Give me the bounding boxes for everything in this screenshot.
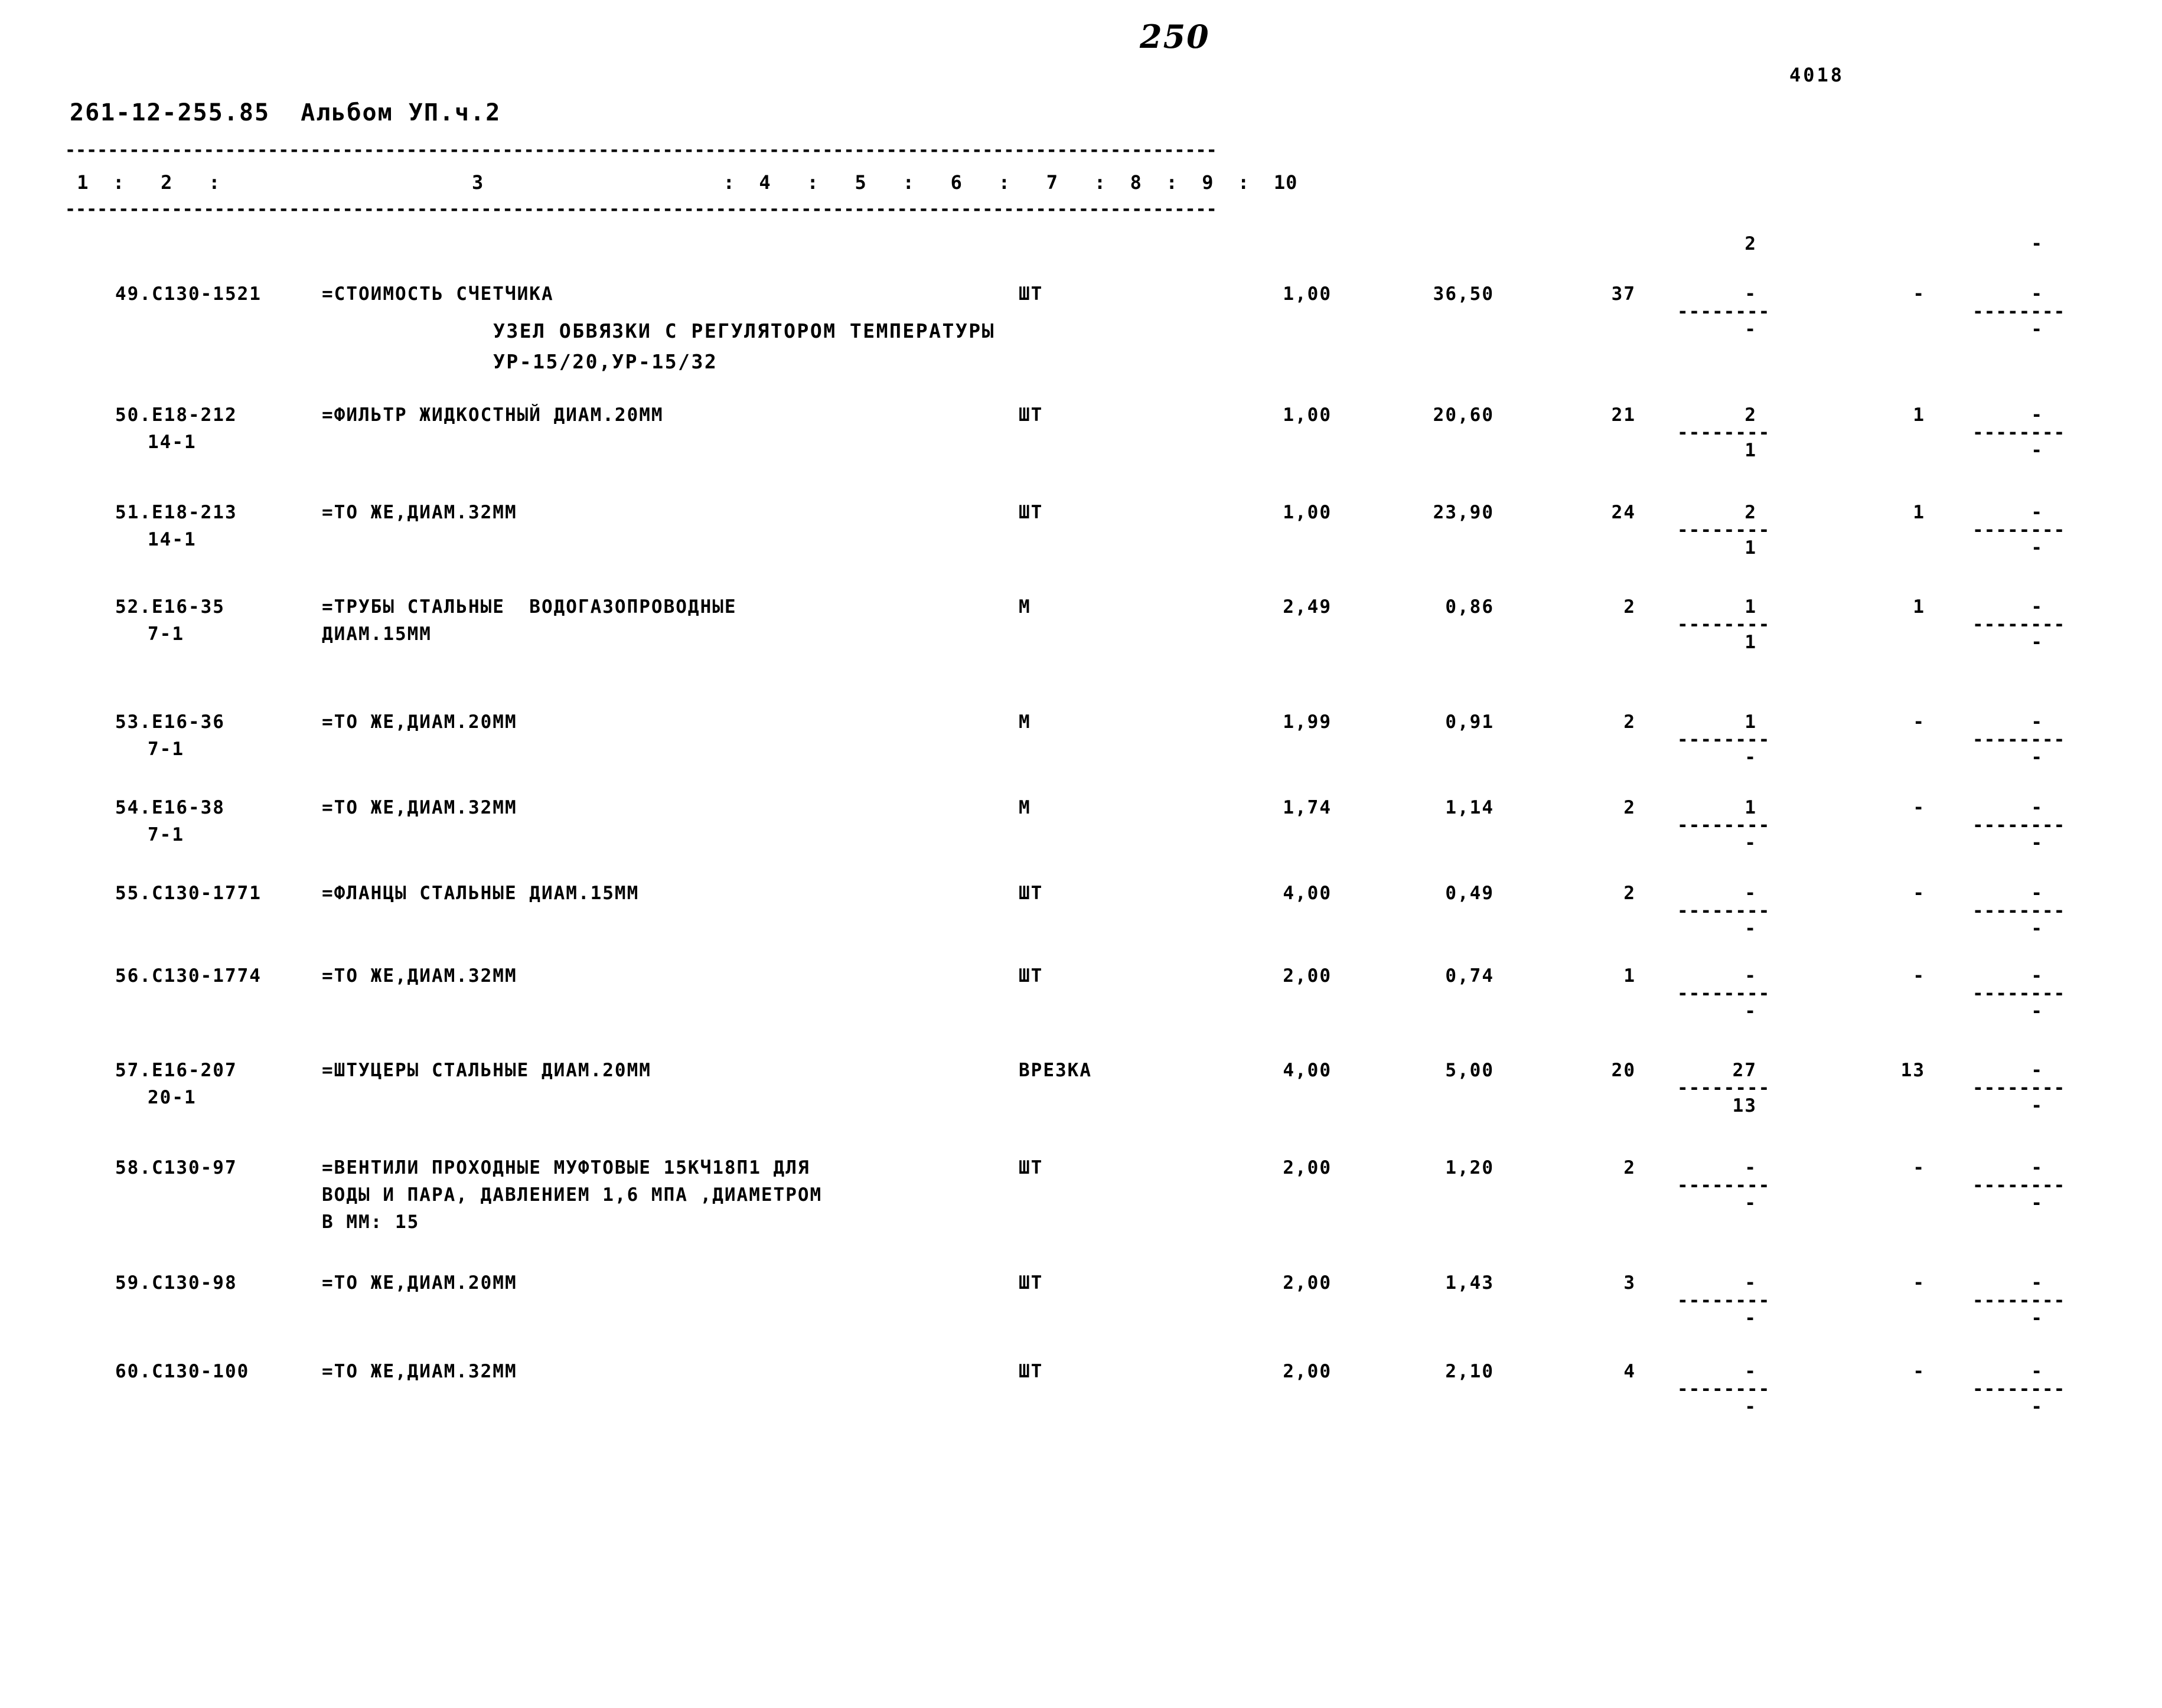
cell-description: =ТРУБЫ СТАЛЬНЫЕ ВОДОГАЗОПРОВОДНЫЕ [322,596,737,618]
cell-col8-subvalue: 13 [1732,1095,1757,1116]
cell-col9: - [1913,1157,1925,1178]
cell-col10-rule: -------- [1972,983,2066,1004]
cell-col10: - [2031,404,2043,426]
cell-secondary-code: 7-1 [148,824,184,845]
cell-secondary-code: 14-1 [148,432,197,453]
cell-price: 36,50 [1433,283,1494,305]
cell-col10: - [2031,711,2043,733]
cell-col7: 21 [1611,404,1636,426]
cell-col10: - [2031,283,2043,305]
cell-col8-subvalue: 1 [1744,537,1757,559]
cell-col7: 2 [1623,711,1636,733]
cell-secondary-code: 14-1 [148,529,197,550]
cell-col9: - [1913,711,1925,733]
cell-unit: ШТ [1019,1272,1044,1294]
cell-col10-rule: -------- [1972,1379,2066,1400]
cell-col10: - [2031,1361,2043,1382]
cell-item-code: 58.С130-97 [115,1157,237,1178]
cell-description: =ФИЛЬТР ЖИДКОСТНЫЙ ДИАМ.20ММ [322,404,664,426]
cell-col8: 2 [1744,404,1757,426]
cell-description: =ТО ЖЕ,ДИАМ.20ММ [322,711,517,733]
document-sheet-code: 4018 [1789,64,1845,86]
cell-col10-rule: -------- [1972,815,2066,836]
cell-col7: 3 [1623,1272,1636,1294]
cell-col7: 1 [1623,965,1636,987]
cell-price: 0,74 [1445,965,1494,987]
section-title-line2: УР-15/20,УР-15/32 [493,350,718,373]
cell-description: =ШТУЦЕРЫ СТАЛЬНЫЕ ДИАМ.20ММ [322,1060,651,1081]
cell-col9: - [1913,283,1925,305]
cell-quantity: 1,00 [1283,502,1332,523]
cell-col10-subvalue: - [2031,918,2043,939]
cell-unit: ШТ [1019,965,1044,987]
cell-item-code: 55.С130-1771 [115,883,262,904]
cell-col10: - [2031,1272,2043,1294]
cell-col8-rule: -------- [1677,422,1770,443]
cell-col10-rule: -------- [1972,900,2066,922]
cell-col8-subvalue: - [1744,747,1757,768]
cell-col10-rule: -------- [1972,422,2066,443]
cell-description: ВОДЫ И ПАРА, ДАВЛЕНИЕМ 1,6 МПА ,ДИАМЕТРОМ [322,1184,823,1206]
cell-item-code: 49.С130-1521 [115,283,262,305]
cell-col8: 27 [1732,1060,1757,1081]
cell-col9: 1 [1913,596,1925,618]
cell-col10-subvalue: - [2031,440,2043,461]
cell-quantity: 2,00 [1283,1361,1332,1382]
cell-quantity: 1,00 [1283,283,1332,305]
cell-col9: - [1913,1272,1925,1294]
cell-col10-subvalue: - [2031,747,2043,768]
cell-price: 20,60 [1433,404,1494,426]
cell-price: 0,49 [1445,883,1494,904]
cell-secondary-code: 20-1 [148,1087,197,1108]
cell-col8-subvalue: - [1744,1396,1757,1418]
cell-quantity: 4,00 [1283,883,1332,904]
cell-col10-rule: -------- [1972,1077,2066,1099]
cell-col8-subvalue: - [1744,832,1757,854]
cell-col8-subvalue: - [1744,1308,1757,1329]
table-header-rule: ------------------------------------------------------------------------------------------------------------ [65,199,1217,220]
cell-description: =ТО ЖЕ,ДИАМ.32ММ [322,965,517,987]
cell-description: =ВЕНТИЛИ ПРОХОДНЫЕ МУФТОВЫЕ 15КЧ18П1 ДЛЯ [322,1157,810,1178]
cell-col10-subvalue: - [2031,632,2043,653]
cell-col7: 2 [1623,596,1636,618]
cell-col10-subvalue: - [2031,1396,2043,1418]
cell-col10-rule: -------- [1972,1290,2066,1311]
cell-price: 1,43 [1445,1272,1494,1294]
cell-description: =ТО ЖЕ,ДИАМ.32ММ [322,502,517,523]
cell-secondary-code: 7-1 [148,739,184,760]
cell-secondary-code: 7-1 [148,623,184,645]
cell-col7: 37 [1611,283,1636,305]
cell-col8: - [1744,1272,1757,1294]
cell-col8-rule: -------- [1677,1290,1770,1311]
cell-col8-subvalue: - [1744,319,1757,340]
cell-col9: - [1913,883,1925,904]
table-column-numbers: 1 : 2 : 3 : 4 : 5 : 6 : 7 : 8 : 9 : 10 [65,171,1298,194]
cell-col9: - [1913,797,1925,818]
cell-col10-subvalue: - [2031,537,2043,559]
cell-price: 0,91 [1445,711,1494,733]
cell-col8: - [1744,965,1757,987]
cell-col8: 1 [1744,711,1757,733]
cell-col10: - [2031,883,2043,904]
cell-col8-subvalue: - [1744,918,1757,939]
cell-unit: ШТ [1019,1157,1044,1178]
cell-item-code: 60.С130-100 [115,1361,250,1382]
cell-quantity: 2,00 [1283,1272,1332,1294]
cell-quantity: 1,00 [1283,404,1332,426]
cell-col8-rule: -------- [1677,1175,1770,1196]
cell-col8: - [1744,1361,1757,1382]
cell-col8: 2 [1744,233,1757,254]
cell-col9: 13 [1900,1060,1925,1081]
cell-item-code: 50.Е18-212 [115,404,237,426]
document-header-left: 261-12-255.85 Альбом УП.ч.2 [70,99,501,126]
cell-price: 2,10 [1445,1361,1494,1382]
cell-col7: 2 [1623,1157,1636,1178]
cell-description: =ТО ЖЕ,ДИАМ.32ММ [322,797,517,818]
cell-col9: 1 [1913,404,1925,426]
cell-col10-subvalue: - [2031,319,2043,340]
cell-col8-subvalue: 1 [1744,632,1757,653]
cell-col10-subvalue: - [2031,1095,2043,1116]
cell-description: =ТО ЖЕ,ДИАМ.32ММ [322,1361,517,1382]
cell-col10: - [2031,233,2043,254]
cell-price: 1,20 [1445,1157,1494,1178]
cell-item-code: 51.Е18-213 [115,502,237,523]
cell-item-code: 59.С130-98 [115,1272,237,1294]
handwritten-page-number: 250 [1140,18,1210,55]
cell-col8-rule: -------- [1677,1379,1770,1400]
cell-item-code: 57.Е16-207 [115,1060,237,1081]
cell-unit: ВРЕЗКА [1019,1060,1092,1081]
cell-description: =ТО ЖЕ,ДИАМ.20ММ [322,1272,517,1294]
cell-col10-subvalue: - [2031,1193,2043,1214]
cell-quantity: 2,00 [1283,965,1332,987]
cell-description: =ФЛАНЦЫ СТАЛЬНЫЕ ДИАМ.15ММ [322,883,640,904]
cell-col8-rule: -------- [1677,900,1770,922]
cell-col10: - [2031,965,2043,987]
table-top-rule: ------------------------------------------------------------------------------------------------------------ [65,140,1217,161]
cell-col9: - [1913,965,1925,987]
cell-col8-rule: -------- [1677,983,1770,1004]
cell-unit: ШТ [1019,404,1044,426]
cell-col10: - [2031,1157,2043,1178]
cell-price: 23,90 [1433,502,1494,523]
cell-description: =СТОИМОСТЬ СЧЕТЧИКА [322,283,554,305]
cell-col8: - [1744,283,1757,305]
cell-description: В ММ: 15 [322,1211,420,1233]
cell-col7: 4 [1623,1361,1636,1382]
cell-col10-subvalue: - [2031,1308,2043,1329]
cell-col10-subvalue: - [2031,1001,2043,1022]
cell-item-code: 56.С130-1774 [115,965,262,987]
cell-price: 1,14 [1445,797,1494,818]
cell-col8-subvalue: - [1744,1001,1757,1022]
cell-quantity: 2,00 [1283,1157,1332,1178]
cell-unit: М [1019,596,1031,618]
cell-unit: ШТ [1019,883,1044,904]
cell-col10-rule: -------- [1972,1175,2066,1196]
cell-col7: 24 [1611,502,1636,523]
cell-quantity: 1,99 [1283,711,1332,733]
cell-quantity: 1,74 [1283,797,1332,818]
cell-unit: ШТ [1019,1361,1044,1382]
cell-col8-rule: -------- [1677,1077,1770,1099]
cell-col8: 1 [1744,596,1757,618]
cell-unit: ШТ [1019,283,1044,305]
cell-item-code: 53.Е16-36 [115,711,225,733]
cell-col8-subvalue: 1 [1744,440,1757,461]
cell-col10: - [2031,502,2043,523]
cell-price: 0,86 [1445,596,1494,618]
cell-col10-subvalue: - [2031,832,2043,854]
cell-col10-rule: -------- [1972,301,2066,322]
cell-col8-rule: -------- [1677,301,1770,322]
cell-col7: 2 [1623,797,1636,818]
cell-col7: 20 [1611,1060,1636,1081]
cell-col10: - [2031,596,2043,618]
cell-col8-rule: -------- [1677,520,1770,541]
cell-col10-rule: -------- [1972,729,2066,750]
cell-col7: 2 [1623,883,1636,904]
cell-price: 5,00 [1445,1060,1494,1081]
cell-col10: - [2031,797,2043,818]
section-title-line1: УЗЕЛ ОБВЯЗКИ С РЕГУЛЯТОРОМ ТЕМПЕРАТУРЫ [493,319,995,342]
cell-col10: - [2031,1060,2043,1081]
cell-col8: - [1744,1157,1757,1178]
cell-quantity: 4,00 [1283,1060,1332,1081]
cell-item-code: 52.Е16-35 [115,596,225,618]
cell-col8-rule: -------- [1677,815,1770,836]
cell-col9: - [1913,1361,1925,1382]
cell-col10-rule: -------- [1972,520,2066,541]
cell-unit: М [1019,711,1031,733]
cell-col8: - [1744,883,1757,904]
cell-item-code: 54.Е16-38 [115,797,225,818]
cell-col8: 2 [1744,502,1757,523]
cell-col8-rule: -------- [1677,729,1770,750]
cell-col10-rule: -------- [1972,614,2066,635]
cell-col9: 1 [1913,502,1925,523]
cell-col8: 1 [1744,797,1757,818]
cell-col8-subvalue: - [1744,1193,1757,1214]
cell-col8-rule: -------- [1677,614,1770,635]
cell-unit: М [1019,797,1031,818]
cell-description: ДИАМ.15ММ [322,623,432,645]
cell-unit: ШТ [1019,502,1044,523]
cell-quantity: 2,49 [1283,596,1332,618]
